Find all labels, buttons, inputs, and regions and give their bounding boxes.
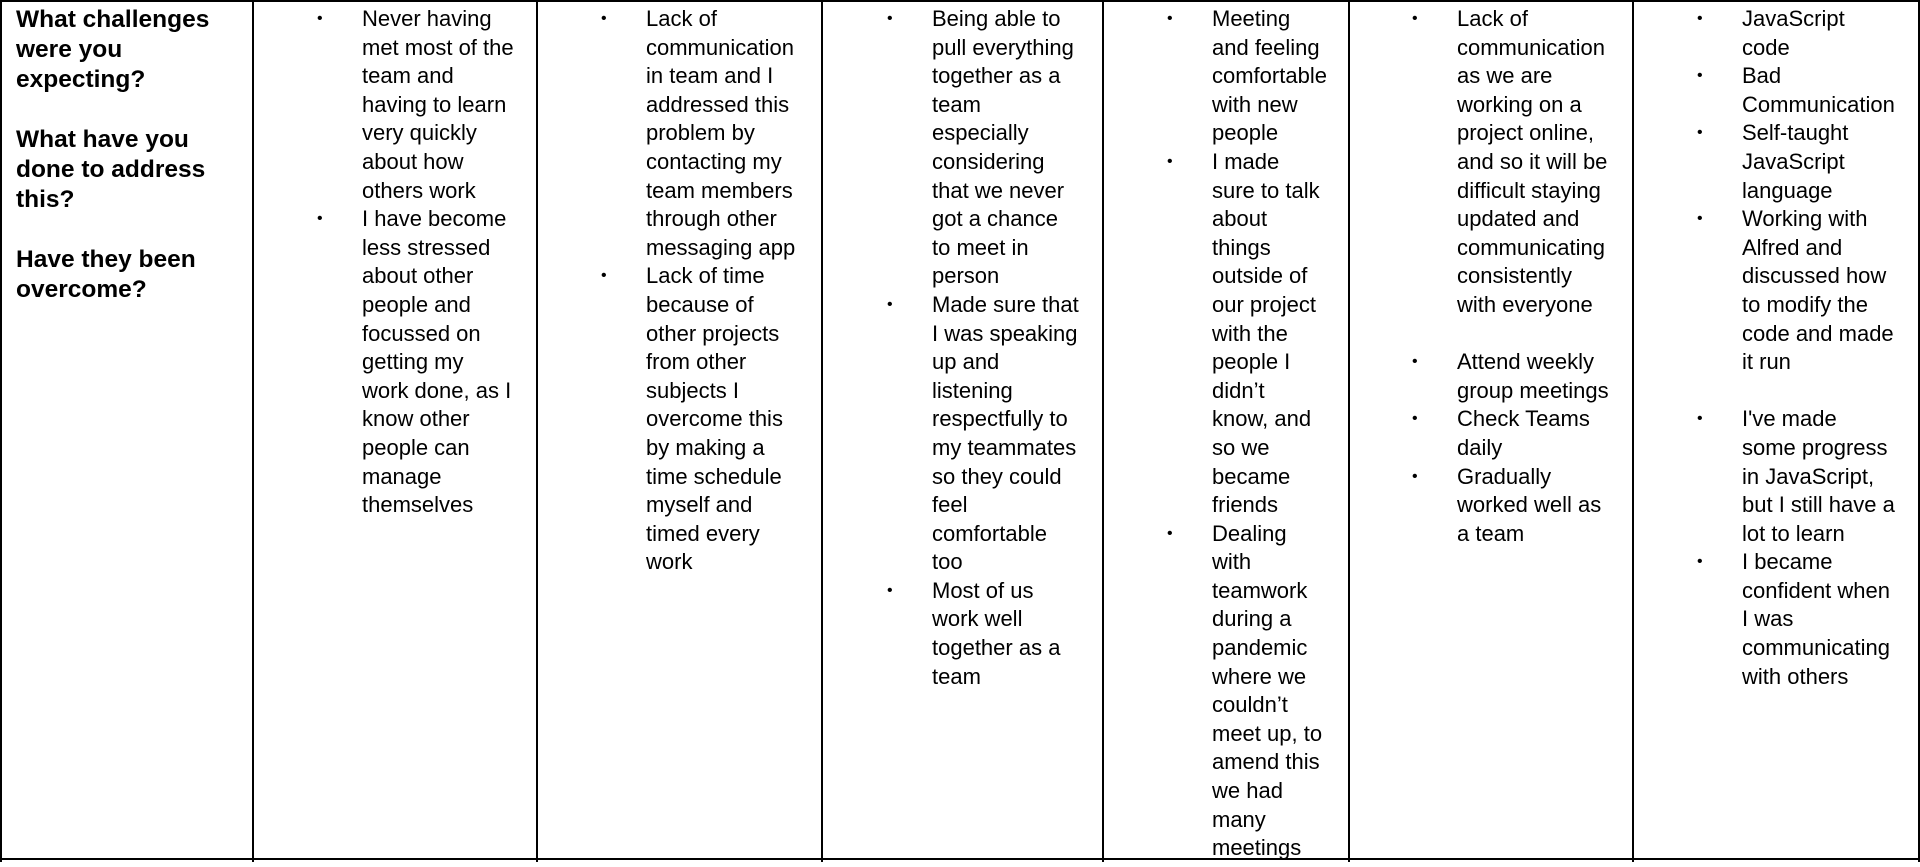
- bullet-text-line: pandemic: [1212, 635, 1308, 661]
- bullet-text-line: Made sure that: [932, 291, 1079, 317]
- bullet-text-line: couldn’t: [1212, 692, 1288, 718]
- bullet-marker: •: [1697, 210, 1703, 228]
- bullet-text-line: communication: [646, 34, 794, 60]
- bullet-text-line: to meet in: [932, 234, 1029, 260]
- bullet-text-line: code and made: [1742, 320, 1894, 346]
- bullet-text-line: in JavaScript,: [1742, 463, 1875, 489]
- bullet-text-line: comfortable: [932, 520, 1047, 546]
- column-divider: [821, 0, 823, 862]
- bullet-marker: •: [601, 267, 607, 285]
- bullet-text-line: myself and: [646, 492, 753, 518]
- bullet-text-line: very quickly: [362, 120, 477, 146]
- bullet-text-line: amend this: [1212, 749, 1320, 775]
- bullet-text-line: communicating: [1742, 635, 1890, 661]
- column-divider: [1632, 0, 1634, 862]
- bullet-text-line: sure to talk: [1212, 177, 1320, 203]
- bullet-text-line: Lack of time: [646, 263, 765, 289]
- bullet-item: [887, 577, 1079, 691]
- bullet-marker: •: [887, 295, 893, 313]
- bullet-item: [1697, 548, 1895, 691]
- bullet-text-line: work: [646, 549, 693, 575]
- bullet-text-line: addressed this: [646, 91, 790, 117]
- bullet-text-line: Meeting: [1212, 6, 1291, 31]
- bullet-text-line: together as a: [932, 63, 1061, 89]
- bullet-text-line: during a: [1212, 606, 1292, 632]
- bullet-item: [1167, 520, 1327, 863]
- bullet-text-line: Lack of: [1457, 6, 1528, 31]
- bullet-text-line: comfortable: [1212, 63, 1327, 89]
- bullet-item: [317, 5, 514, 205]
- bullet-text-line: about how: [362, 148, 464, 174]
- bullet-item: [1412, 405, 1609, 462]
- bullet-marker: •: [317, 10, 323, 27]
- bullet-text-line: Lack of: [646, 6, 717, 31]
- bullet-marker: •: [887, 581, 893, 599]
- bullet-text-line: messaging app: [646, 234, 796, 260]
- bullet-text-line: communicating: [1457, 234, 1605, 260]
- bullet-text-line: code: [1742, 34, 1790, 60]
- bullet-text-line: considering: [932, 148, 1045, 174]
- bullet-text-line: team members: [646, 177, 793, 203]
- bullet-text-line: I was speaking: [932, 320, 1078, 346]
- bullet-text-line: know other: [362, 406, 470, 432]
- bullet-item: [601, 262, 795, 577]
- bullet-text-line: Dealing: [1212, 520, 1287, 546]
- bullet-text-line: listening: [932, 377, 1013, 403]
- bullet-text-line: I made: [1212, 148, 1280, 174]
- bullet-marker: •: [1412, 10, 1418, 27]
- bullet-text-line: it run: [1742, 349, 1791, 375]
- bullet-text-line: Never having: [362, 6, 492, 31]
- bullet-text-line: people and: [362, 291, 471, 317]
- bullet-text-line: confident when: [1742, 577, 1890, 603]
- bullet-marker: •: [317, 210, 323, 228]
- bullet-text-line: Alfred and: [1742, 234, 1843, 260]
- bullet-text-line: themselves: [362, 492, 474, 518]
- bullet-text-line: with everyone: [1457, 291, 1593, 317]
- bullet-text-line: with others: [1742, 663, 1849, 689]
- bullet-text-line: people can: [362, 434, 470, 460]
- bullet-text-line: so they could: [932, 463, 1062, 489]
- bullet-text-line: Communication: [1742, 91, 1895, 117]
- response-column: [601, 5, 796, 577]
- bullet-item: [1412, 463, 1609, 549]
- question-column: [16, 0, 252, 867]
- bullet-text-line: because of: [646, 291, 754, 317]
- bullet-text-line: that we never: [932, 177, 1065, 203]
- bullet-text-line: I have become: [362, 206, 507, 232]
- bullet-text-line: about other: [362, 263, 474, 289]
- bullet-text-line: about: [1212, 206, 1268, 232]
- bullet-text-line: pull everything: [932, 34, 1074, 60]
- question-heading: Have they been overcome?: [16, 246, 196, 303]
- bullet-text-line: to modify the: [1742, 291, 1868, 317]
- bullet-marker: •: [1697, 10, 1703, 27]
- bullet-text-line: Being able to: [932, 6, 1061, 31]
- bullet-text-line: communication: [1457, 34, 1605, 60]
- column-divider: [252, 0, 254, 862]
- bullet-text-line: with new: [1212, 91, 1298, 117]
- bullet-text-line: in team and I: [646, 63, 774, 89]
- bullet-text-line: consistently: [1457, 263, 1572, 289]
- bullet-text-line: so we: [1212, 434, 1270, 460]
- bullet-item: [317, 205, 514, 520]
- bullet-text-line: and so it will be: [1457, 148, 1608, 174]
- bullet-marker: •: [1697, 124, 1703, 142]
- bullet-marker: •: [1412, 467, 1418, 485]
- bullet-text-line: know, and: [1212, 406, 1312, 432]
- bullet-text-line: I became: [1742, 549, 1833, 575]
- bullet-marker: •: [1697, 410, 1703, 428]
- bullet-text-line: discussed how: [1742, 263, 1887, 289]
- bullet-item: [1167, 5, 1327, 148]
- bullet-text-line: too: [932, 549, 963, 575]
- response-column: [1412, 5, 1609, 548]
- bullet-text-line: I was: [1742, 606, 1794, 632]
- bullet-text-line: Bad: [1742, 63, 1782, 89]
- bullet-text-line: as we are: [1457, 63, 1553, 89]
- bullet-marker: •: [1167, 10, 1173, 27]
- column-divider: [536, 0, 538, 862]
- bullet-item: [1412, 348, 1609, 405]
- bullet-text-line: subjects I: [646, 377, 739, 403]
- bullet-text-line: time schedule: [646, 463, 782, 489]
- bullet-marker: •: [1167, 152, 1173, 170]
- bullet-text-line: became: [1212, 463, 1291, 489]
- bullet-text-line: we had: [1212, 778, 1283, 804]
- bullet-marker: •: [1412, 410, 1418, 428]
- bullet-item: [1697, 62, 1895, 119]
- bullet-item: [1412, 5, 1609, 320]
- bullet-text-line: working on a: [1457, 91, 1582, 117]
- bullet-text-line: lot to learn: [1742, 520, 1845, 546]
- bullet-text-line: a team: [1457, 520, 1525, 546]
- bullet-text-line: Check Teams: [1457, 406, 1590, 432]
- bullet-text-line: with the: [1212, 320, 1288, 346]
- bullet-text-line: overcome this: [646, 406, 783, 432]
- bullet-text-line: contacting my: [646, 148, 782, 174]
- bullet-text-line: Gradually: [1457, 463, 1552, 489]
- bullet-text-line: met most of the: [362, 34, 514, 60]
- column-divider: [1102, 0, 1104, 862]
- bullet-text-line: especially: [932, 120, 1029, 146]
- bullet-item: [601, 5, 796, 262]
- bullet-text-line: Attend weekly: [1457, 349, 1594, 375]
- bullet-text-line: but I still have a: [1742, 492, 1895, 518]
- bullet-text-line: didn’t: [1212, 377, 1265, 403]
- bullet-text-line: team and: [362, 63, 454, 89]
- bullet-text-line: meet up, to: [1212, 720, 1323, 746]
- bullet-text-line: people I: [1212, 349, 1291, 375]
- bullet-text-line: from other: [646, 349, 747, 375]
- bullet-text-line: by making a: [646, 434, 765, 460]
- bullet-text-line: Working with: [1742, 206, 1868, 232]
- column-divider: [1348, 0, 1350, 862]
- bullet-text-line: person: [932, 263, 1000, 289]
- bullet-text-line: teamwork: [1212, 577, 1308, 603]
- bullet-item: [1167, 148, 1327, 520]
- bullet-text-line: project online,: [1457, 120, 1594, 146]
- bullet-text-line: through other: [646, 206, 777, 232]
- bullet-text-line: having to learn: [362, 91, 507, 117]
- bullet-text-line: language: [1742, 177, 1833, 203]
- bullet-text-line: team: [932, 91, 981, 117]
- bullet-text-line: some progress: [1742, 434, 1888, 460]
- bullet-marker: •: [1412, 353, 1418, 371]
- bullet-item: [1697, 405, 1895, 548]
- bullet-text-line: updated and: [1457, 206, 1580, 232]
- bullet-item: [1697, 119, 1895, 205]
- bullet-text-line: timed every: [646, 520, 760, 546]
- response-column: [1167, 5, 1327, 863]
- bullet-marker: •: [1697, 67, 1703, 85]
- bullet-item: [1697, 205, 1895, 377]
- bullet-marker: •: [887, 10, 893, 27]
- bullet-text-line: our project: [1212, 291, 1316, 317]
- bullet-text-line: Most of us: [932, 577, 1034, 603]
- bullet-text-line: worked well as: [1457, 492, 1602, 518]
- bullet-text-line: I've made: [1742, 406, 1837, 432]
- bullet-text-line: focussed on: [362, 320, 481, 346]
- bullet-text-line: together as a: [932, 635, 1061, 661]
- bullet-text-line: Self-taught: [1742, 120, 1849, 146]
- bullet-text-line: work well: [932, 606, 1023, 632]
- bullet-text-line: with: [1212, 549, 1252, 575]
- response-column: [1697, 5, 1895, 691]
- bullet-text-line: feel: [932, 492, 968, 518]
- bullet-item: [1697, 5, 1895, 62]
- bullet-text-line: getting my: [362, 349, 464, 375]
- bullet-marker: •: [601, 10, 607, 27]
- bullet-text-line: up and: [932, 349, 1000, 375]
- bullet-text-line: friends: [1212, 492, 1279, 518]
- bullet-text-line: my teammates: [932, 434, 1077, 460]
- bullet-text-line: less stressed: [362, 234, 491, 260]
- bullet-item: [887, 291, 1079, 577]
- bullet-marker: •: [1697, 553, 1703, 571]
- bullet-text-line: and feeling: [1212, 34, 1320, 60]
- column-divider: [0, 0, 2, 862]
- response-column: [887, 5, 1079, 691]
- bullet-text-line: things: [1212, 234, 1271, 260]
- bullet-text-line: got a chance: [932, 206, 1058, 232]
- bullet-text-line: group meetings: [1457, 377, 1609, 403]
- question-heading: What challenges were you expecting?: [16, 6, 210, 93]
- bullet-text-line: where we: [1212, 663, 1307, 689]
- response-column: [317, 5, 514, 520]
- bullet-text-line: outside of: [1212, 263, 1308, 289]
- bullet-text-line: respectfully to: [932, 406, 1068, 432]
- bullet-text-line: daily: [1457, 434, 1503, 460]
- bullet-text-line: difficult staying: [1457, 177, 1601, 203]
- bullet-text-line: work done, as I: [362, 377, 512, 403]
- bullet-text-line: JavaScript: [1742, 6, 1845, 31]
- bullet-text-line: other projects: [646, 320, 780, 346]
- bullet-marker: •: [1167, 524, 1173, 542]
- bullet-text-line: JavaScript: [1742, 148, 1845, 174]
- bullet-text-line: manage: [362, 463, 442, 489]
- question-heading: What have you done to address this?: [16, 126, 206, 213]
- bullet-text-line: problem by: [646, 120, 755, 146]
- bullet-text-line: others work: [362, 177, 476, 203]
- bullet-text-line: people: [1212, 120, 1279, 146]
- bullet-text-line: team: [932, 663, 981, 689]
- bullet-text-line: many: [1212, 806, 1266, 832]
- bullet-item: [887, 5, 1079, 291]
- bullet-text-line: meetings: [1212, 835, 1302, 861]
